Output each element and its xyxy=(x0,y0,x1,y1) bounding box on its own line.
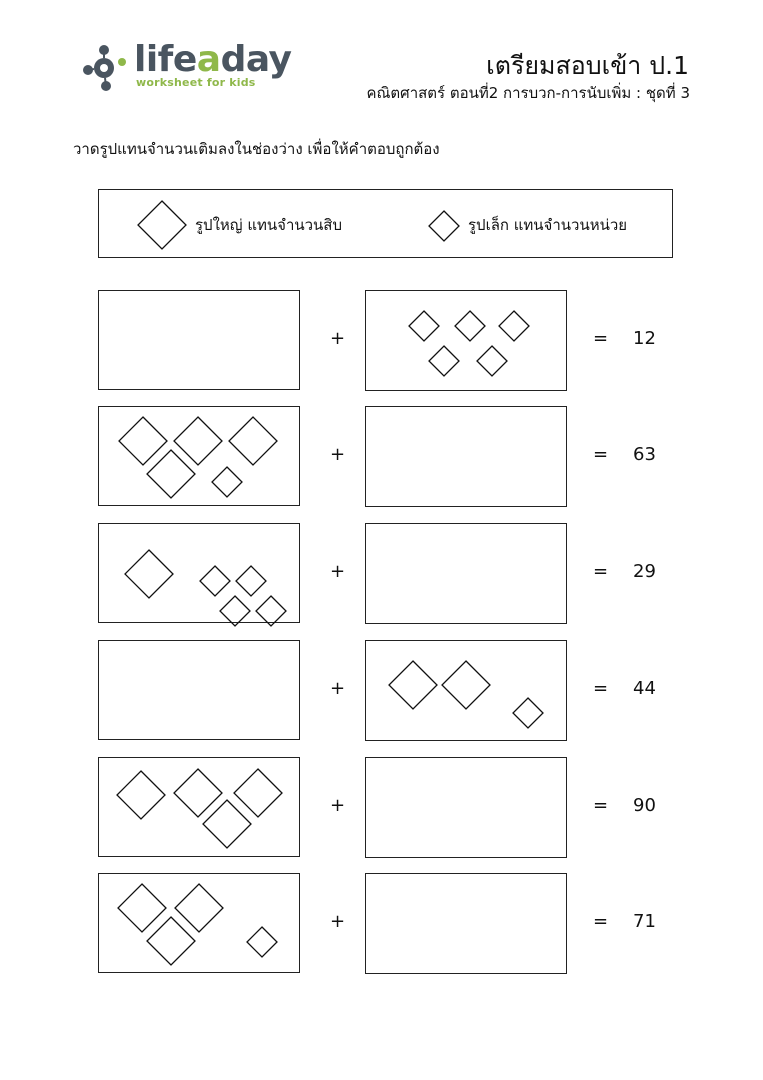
answer-box-right-5[interactable] xyxy=(365,757,567,858)
lifeaday-logo xyxy=(80,38,292,94)
answer-value: 29 xyxy=(633,561,656,582)
big-diamond-icon xyxy=(138,201,186,249)
molecule-logo-icon xyxy=(80,40,132,92)
page-subtitle: คณิตศาสตร์ ตอนที่2 การบวก-การนับเพิ่ม : ชุดที่ 3 xyxy=(366,84,690,102)
logo-tagline: worksheet for kids xyxy=(136,76,256,89)
picture-box-left-5 xyxy=(98,757,300,857)
small-diamond-icon xyxy=(409,311,439,341)
big-diamond-icon xyxy=(234,769,282,817)
plus-sign: + xyxy=(330,561,346,582)
small-diamond-icon xyxy=(220,596,250,626)
equals-sign: = xyxy=(593,444,609,465)
diamond-group xyxy=(99,524,301,624)
equals-sign: = xyxy=(593,678,609,699)
answer-box-right-3[interactable] xyxy=(365,523,567,624)
picture-box-left-3 xyxy=(98,523,300,623)
equals-sign: = xyxy=(593,561,609,582)
answer-value: 12 xyxy=(633,328,656,349)
big-diamond-icon xyxy=(389,661,437,709)
answer-box-left-1[interactable] xyxy=(98,290,300,390)
diamond-group xyxy=(99,407,301,507)
instruction-text: วาดรูปแทนจำนวนเติมลงในช่องว่าง เพื่อให้คำตอบถูกต้อง xyxy=(73,140,440,158)
big-diamond-icon xyxy=(203,800,251,848)
picture-box-left-6 xyxy=(98,873,300,973)
big-diamond-icon xyxy=(442,661,490,709)
legend-box xyxy=(98,189,673,258)
small-diamond-icon xyxy=(256,596,286,626)
diamond-group xyxy=(366,291,568,391)
small-diamond-icon xyxy=(477,346,507,376)
small-diamond-icon xyxy=(212,467,242,497)
diamond-group xyxy=(366,641,568,741)
equals-sign: = xyxy=(593,328,609,349)
small-diamond-icon xyxy=(247,927,277,957)
picture-box-right-4 xyxy=(365,640,567,741)
picture-box-left-2 xyxy=(98,406,300,506)
logo-wordmark-life: life xyxy=(134,39,197,80)
big-diamond-icon xyxy=(174,417,222,465)
logo-wordmark-day: day xyxy=(220,39,292,80)
small-diamond-icon xyxy=(499,311,529,341)
answer-box-right-6[interactable] xyxy=(365,873,567,974)
diamond-group xyxy=(99,758,301,858)
big-diamond-icon xyxy=(147,450,195,498)
answer-value: 63 xyxy=(633,444,656,465)
big-diamond-icon xyxy=(147,917,195,965)
answer-value: 71 xyxy=(633,911,656,932)
equals-sign: = xyxy=(593,911,609,932)
big-diamond-icon xyxy=(229,417,277,465)
answer-value: 90 xyxy=(633,795,656,816)
plus-sign: + xyxy=(330,328,346,349)
small-diamond-icon xyxy=(200,566,230,596)
legend-small-label: รูปเล็ก แทนจำนวนหน่วย xyxy=(468,216,628,234)
plus-sign: + xyxy=(330,444,346,465)
big-diamond-icon xyxy=(118,884,166,932)
answer-box-left-4[interactable] xyxy=(98,640,300,740)
plus-sign: + xyxy=(330,795,346,816)
legend-big-label: รูปใหญ่ แทนจำนวนสิบ xyxy=(195,216,342,234)
big-diamond-icon xyxy=(119,417,167,465)
picture-box-right-1 xyxy=(365,290,567,391)
small-diamond-icon xyxy=(513,698,543,728)
small-diamond-icon xyxy=(455,311,485,341)
small-diamond-icon xyxy=(236,566,266,596)
small-diamond-icon xyxy=(429,211,459,241)
plus-sign: + xyxy=(330,678,346,699)
page-title: เตรียมสอบเข้า ป.1 xyxy=(486,51,689,80)
answer-value: 44 xyxy=(633,678,656,699)
small-diamond-icon xyxy=(429,346,459,376)
diamond-group xyxy=(99,874,301,974)
big-diamond-icon xyxy=(117,771,165,819)
big-diamond-icon xyxy=(125,550,173,598)
big-diamond-icon xyxy=(175,884,223,932)
plus-sign: + xyxy=(330,911,346,932)
equals-sign: = xyxy=(593,795,609,816)
logo-wordmark-a: a xyxy=(196,39,221,80)
answer-box-right-2[interactable] xyxy=(365,406,567,507)
big-diamond-icon xyxy=(174,769,222,817)
